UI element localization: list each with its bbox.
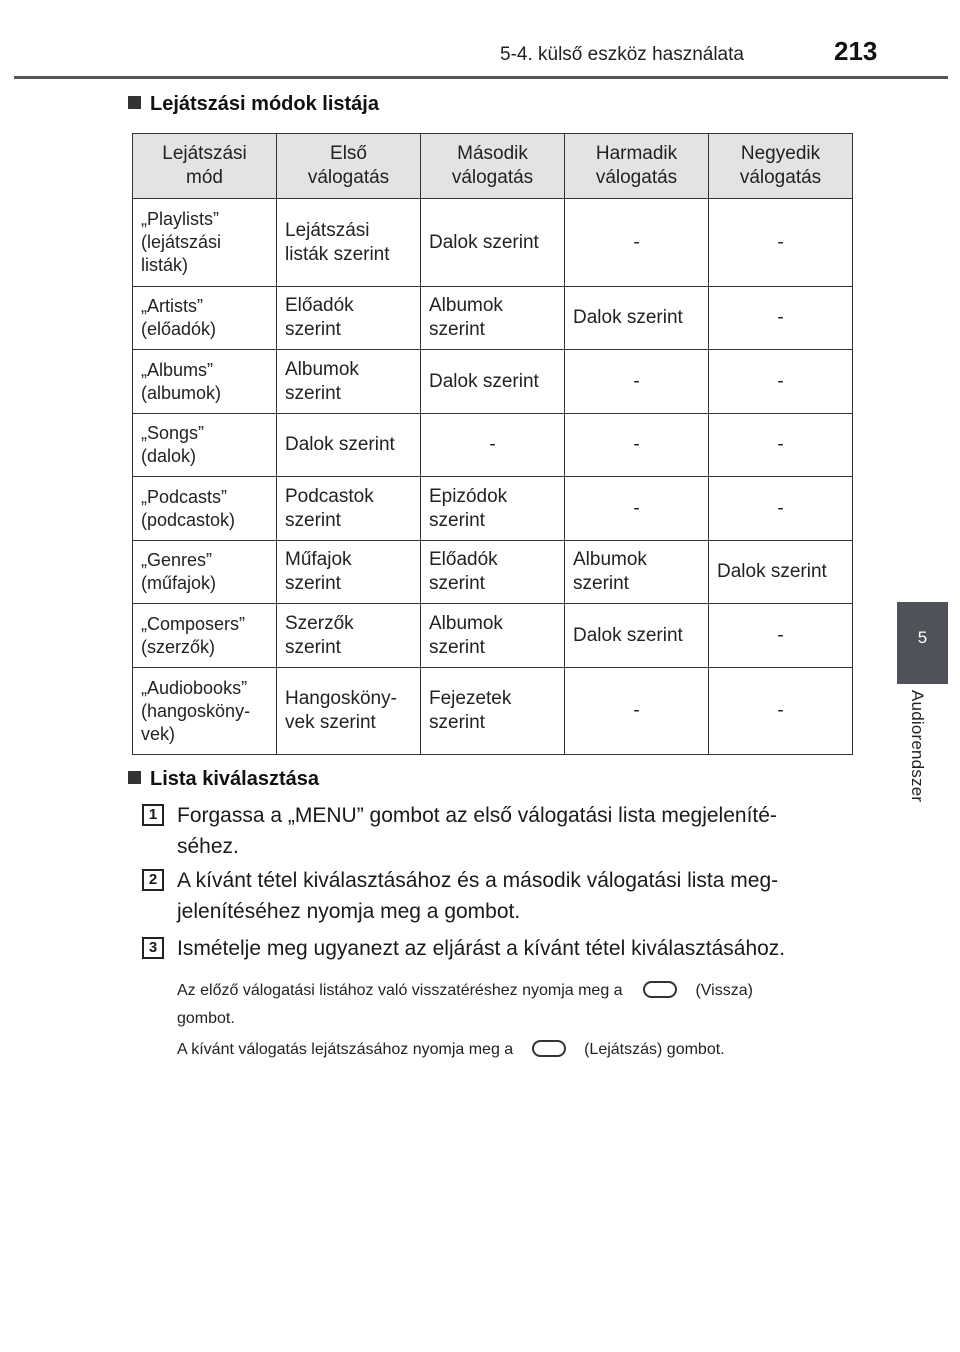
cell-text-line: - (633, 231, 640, 253)
mode-cell (133, 477, 277, 541)
table-cell (709, 477, 853, 541)
table-row (133, 199, 853, 287)
chapter-label-text: Audiorendszer (908, 690, 927, 803)
cell-text-line: listák) (141, 255, 189, 275)
cell-text-line: szerint (429, 636, 485, 658)
table-cell (565, 668, 709, 755)
step-text-line: Ismételje meg ugyanezt az eljárást a kívánt tétel kiválasztásához. (177, 937, 786, 960)
mode-cell (133, 287, 277, 350)
cell-text-line: - (777, 624, 784, 646)
step-number: 2 (142, 869, 164, 891)
table-cell (277, 477, 421, 541)
step-number: 3 (142, 937, 164, 959)
table-cell (277, 199, 421, 287)
table-cell (421, 477, 565, 541)
header-text-line: Harmadik (595, 143, 678, 164)
playback-modes-table (132, 133, 853, 755)
table-row (133, 287, 853, 350)
section-heading-modes (128, 93, 379, 116)
chapter-number: 5 (917, 628, 928, 647)
table-cell (421, 199, 565, 287)
header-text-line: válogatás (595, 167, 678, 188)
table-row (133, 541, 853, 604)
cell-text-line: - (489, 434, 496, 455)
table-row (133, 668, 853, 755)
cell-text-line: (műfajok) (141, 573, 217, 593)
cell-text-line: „Playlists” (141, 209, 220, 229)
cell-text-line: Dalok szerint (573, 307, 683, 328)
step-text (177, 800, 852, 862)
step-number: 1 (142, 804, 164, 826)
note-back-cont (177, 1010, 235, 1028)
note-text: A kívánt válogatás lejátszásához nyomja meg a (177, 1041, 514, 1058)
mode-cell (133, 199, 277, 287)
table-header-cell (133, 134, 277, 199)
table-cell (709, 350, 853, 414)
cell-text-line: - (777, 497, 784, 519)
header-text-line: Lejátszási (162, 143, 247, 164)
note-play (177, 1040, 725, 1059)
table-cell (421, 541, 565, 604)
table-cell (565, 350, 709, 414)
table-cell (277, 350, 421, 414)
step-text-line: A kívánt tétel kiválasztásához és a második válogatási lista meg- (177, 869, 779, 892)
cell-text-line: (hangosköny- (141, 700, 251, 721)
cell-text-line: „Composers” (141, 613, 246, 634)
cell-text-line: „Songs” (141, 423, 205, 443)
table-cell (565, 199, 709, 287)
cell-text-line: Szerzők (285, 612, 354, 634)
note-text: (Vissza) (695, 982, 753, 999)
cell-text-line: - (777, 434, 784, 455)
cell-text-line: szerint (285, 573, 341, 594)
cell-text-line: Műfajok (285, 549, 352, 570)
table-cell (277, 668, 421, 755)
cell-text-line: (dalok) (141, 446, 197, 466)
back-button-icon (643, 981, 677, 998)
cell-text-line: Lejátszási (285, 219, 370, 241)
cell-text-line: Epizódok (429, 485, 508, 507)
table-cell (421, 604, 565, 668)
cell-text-line: Dalok szerint (573, 624, 683, 646)
table-header-row (133, 134, 853, 199)
note-text: gombot. (177, 1010, 235, 1027)
note-text: (Lejátszás) gombot. (584, 1041, 725, 1058)
header-text-line: mód (186, 167, 223, 188)
chapter-label (901, 690, 929, 830)
cell-text-line: szerint (429, 712, 485, 733)
cell-text-line: Albumok (429, 295, 503, 316)
cell-text-line: - (777, 231, 784, 253)
table-cell (421, 668, 565, 755)
mode-cell (133, 350, 277, 414)
cell-text-line: (albumok) (141, 382, 222, 403)
cell-text-line: Albumok (429, 612, 503, 634)
cell-text-line: - (777, 307, 784, 328)
cell-text-line: Dalok szerint (717, 561, 827, 582)
cell-text-line: szerint (429, 509, 485, 531)
cell-text-line: Hangosköny- (285, 688, 397, 709)
cell-text-line: - (777, 370, 784, 392)
section-heading-text: Lejátszási módok listája (150, 93, 379, 115)
cell-text-line: (lejátszási (141, 232, 222, 252)
table-row (133, 350, 853, 414)
cell-text-line: szerint (285, 636, 341, 658)
table-row (133, 477, 853, 541)
cell-text-line: (podcastok) (141, 509, 236, 530)
header-divider (14, 76, 948, 79)
cell-text-line: Podcastok (285, 485, 374, 507)
mode-cell (133, 414, 277, 477)
mode-cell (133, 604, 277, 668)
chapter-tab (897, 602, 948, 684)
table-cell (277, 414, 421, 477)
mode-cell (133, 541, 277, 604)
cell-text-line: szerint (573, 573, 629, 594)
header-text-line: Első (330, 143, 367, 164)
table-cell (421, 287, 565, 350)
table-cell (565, 287, 709, 350)
cell-text-line: Előadók (285, 295, 354, 316)
step-text (177, 865, 852, 927)
cell-text-line: - (633, 370, 640, 392)
table-cell (421, 350, 565, 414)
table-cell (565, 477, 709, 541)
table-cell (565, 541, 709, 604)
table-cell (709, 414, 853, 477)
cell-text-line: szerint (429, 319, 485, 340)
cell-text-line: (előadók) (141, 319, 217, 339)
table-header-cell (421, 134, 565, 199)
section-heading-select (128, 768, 319, 791)
cell-text-line: (szerzők) (141, 636, 216, 657)
cell-text-line: „Podcasts” (141, 486, 228, 507)
cell-text-line: listák szerint (285, 243, 390, 265)
header-text-line: válogatás (451, 167, 534, 188)
mode-cell (133, 668, 277, 755)
table-row (133, 604, 853, 668)
section-heading-text: Lista kiválasztása (150, 768, 319, 790)
cell-text-line: szerint (285, 319, 341, 340)
table-cell (277, 287, 421, 350)
cell-text-line: „Albums” (141, 359, 214, 380)
table-cell (709, 541, 853, 604)
table-cell (565, 604, 709, 668)
note-back (177, 981, 753, 1000)
cell-text-line: - (777, 700, 784, 721)
table-cell (709, 668, 853, 755)
table-row (133, 414, 853, 477)
table-header-cell (277, 134, 421, 199)
cell-text-line: Albumok (573, 549, 647, 570)
cell-text-line: Dalok szerint (285, 434, 395, 455)
note-text: Az előző válogatási listához való visszatéréshez nyomja meg a (177, 982, 623, 999)
cell-text-line: „Artists” (141, 296, 203, 316)
table-cell (565, 414, 709, 477)
header-text-line: válogatás (739, 167, 822, 188)
square-bullet-icon (128, 96, 141, 109)
table-cell (277, 604, 421, 668)
table-cell (421, 414, 565, 477)
table-cell (709, 287, 853, 350)
section-title: 5-4. külső eszköz használata (500, 44, 744, 65)
cell-text-line: - (633, 497, 640, 519)
step-text (177, 933, 852, 964)
header-text-line: Negyedik (740, 143, 821, 164)
cell-text-line: Előadók (429, 549, 498, 570)
table-cell (277, 541, 421, 604)
cell-text-line: vek) (141, 723, 176, 744)
step-text-line: jelenítéséhez nyomja meg a gombot. (177, 900, 521, 923)
cell-text-line: szerint (285, 509, 341, 531)
header-text-line: válogatás (307, 167, 390, 188)
step-text-line: séhez. (177, 835, 239, 858)
table-cell (709, 199, 853, 287)
cell-text-line: vek szerint (285, 712, 376, 733)
square-bullet-icon (128, 771, 141, 784)
cell-text-line: Albumok (285, 358, 359, 380)
cell-text-line: szerint (285, 382, 341, 404)
cell-text-line: szerint (429, 573, 485, 594)
cell-text-line: „Genres” (141, 550, 213, 570)
cell-text-line: - (633, 700, 640, 721)
cell-text-line: - (633, 434, 640, 455)
table-cell (709, 604, 853, 668)
cell-text-line: „Audiobooks” (141, 677, 248, 698)
table-header-cell (565, 134, 709, 199)
step-text-line: Forgassa a „MENU” gombot az első válogatási lista megjeleníté- (177, 804, 777, 827)
page-number: 213 (834, 36, 878, 66)
header-text-line: Második (457, 143, 528, 164)
cell-text-line: Dalok szerint (429, 370, 539, 392)
cell-text-line: Fejezetek (429, 688, 512, 709)
play-button-icon (532, 1040, 566, 1057)
cell-text-line: Dalok szerint (429, 231, 539, 253)
table-header-cell (709, 134, 853, 199)
